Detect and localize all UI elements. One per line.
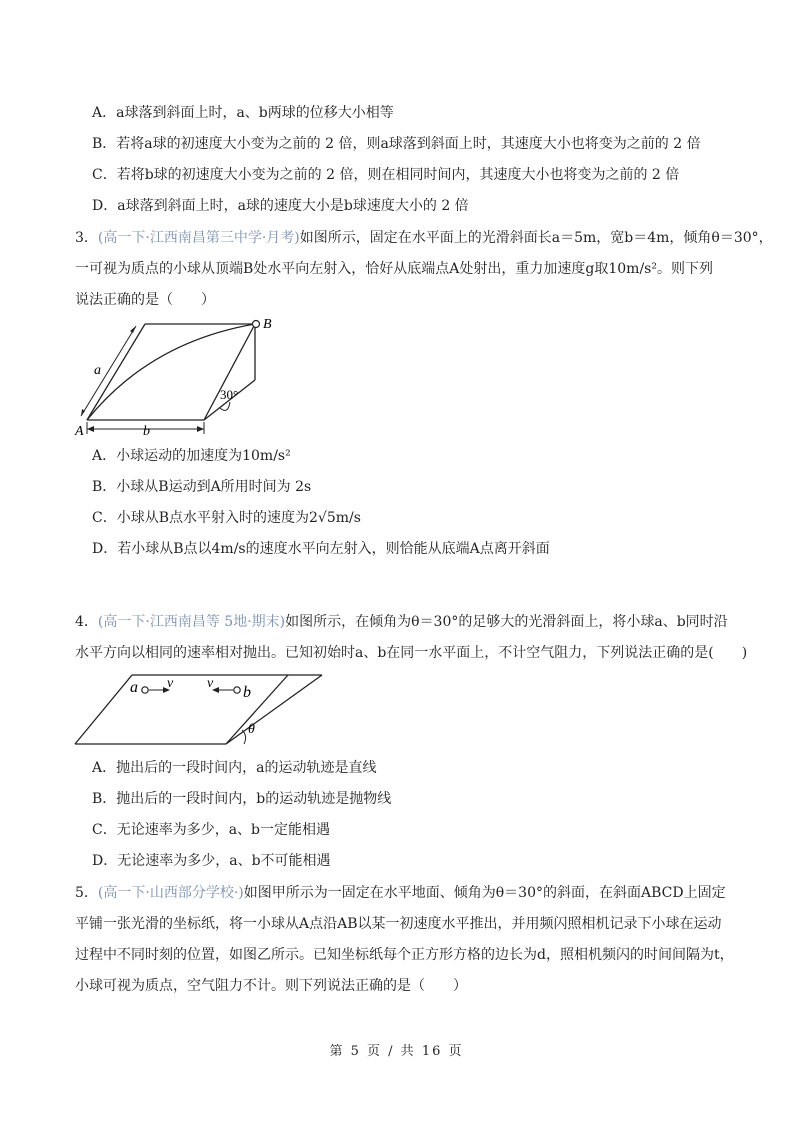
q3-stem-line1	[75, 228, 773, 248]
q3-text-1: 如图所示，固定在水平面上的光滑斜面长a＝5m，宽b＝4m，倾角θ＝30°，	[299, 230, 773, 246]
q2-option-d: D．a球落到斜面上时，a球的速度大小是b球速度大小的 2 倍	[92, 198, 469, 214]
q3-option-d: D．若小球从B点以4m/s的速度水平向左射入，则恰能从底端A点离开斜面	[92, 541, 550, 557]
q2-option-c: C．若将b球的初速度大小变为之前的 2 倍，则在相同时间内，其速度大小也将变为之前的 2 倍	[92, 167, 680, 183]
q5-number: 5．	[75, 885, 98, 901]
q3-stem-line2: 一可视为质点的小球从顶端B处水平向左射入，恰好从底端点A处射出，重力加速度g取10m/s²。则下列	[75, 261, 713, 277]
q4-label-v-b: v	[207, 676, 214, 691]
q3-label-a-point: A	[75, 424, 84, 439]
q5-source: (高一下·山西部分学校·)	[97, 885, 244, 901]
q4-incline-figure	[70, 670, 330, 752]
q3-option-c: C．小球从B点水平射入时的速度为2√5m/s	[92, 510, 361, 526]
q3-label-a-length: a	[94, 363, 101, 378]
q4-label-theta: θ	[248, 722, 255, 737]
q2-option-b: B．若将a球的初速度大小变为之前的 2 倍，则a球落到斜面上时，其速度大小也将变为之前的 2 倍	[92, 136, 701, 152]
q3-stem-line3: 说法正确的是（ ）	[75, 292, 215, 308]
q4-stem-line1	[75, 612, 728, 632]
q4-number: 4．	[75, 614, 98, 630]
q3-option-a: A．小球运动的加速度为10m/s²	[92, 448, 291, 464]
q2-option-a: A．a球落到斜面上时，a、b两球的位移大小相等	[92, 105, 394, 121]
q3-label-b-point: B	[263, 317, 272, 332]
q5-stem-line1	[75, 883, 726, 903]
q3-option-b: B．小球从B运动到A所用时间为 2s	[92, 479, 312, 495]
q3-incline-figure	[70, 312, 280, 442]
q4-text-1: 如图所示，在倾角为θ＝30°的足够大的光滑斜面上，将小球a、b同时沿	[285, 614, 728, 630]
q4-source: (高一下·江西南昌等 5地·期末)	[97, 614, 286, 630]
q4-option-c: C．无论速率为多少，a、b一定能相遇	[92, 822, 331, 838]
q5-stem-line4: 小球可视为质点，空气阻力不计。则下列说法正确的是（ ）	[75, 978, 467, 994]
q3-source: (高一下·江西南昌第三中学·月考)	[97, 230, 300, 246]
q4-option-a: A．抛出后的一段时间内，a的运动轨迹是直线	[92, 760, 377, 776]
q4-stem-line2: 水平方向以相同的速率相对抛出。已知初始时a、b在同一水平面上，不计空气阻力，下列说法正确的是( )	[75, 645, 748, 661]
q4-label-v-a: v	[167, 676, 174, 691]
q3-label-b-width: b	[143, 424, 150, 439]
q3-label-angle: 30°	[220, 387, 239, 402]
q4-option-b: B．抛出后的一段时间内，b的运动轨迹是抛物线	[92, 791, 392, 807]
q5-text-1: 如图甲所示为一固定在水平地面、倾角为θ＝30°的斜面，在斜面ABCD上固定	[243, 885, 726, 901]
q4-label-b: b	[243, 684, 251, 701]
q4-label-a: a	[130, 679, 138, 696]
q5-stem-line3: 过程中不同时刻的位置，如图乙所示。已知坐标纸每个正方形方格的边长为d，照相机频闪的时间间隔为t，	[75, 947, 734, 963]
q5-stem-line2: 平铺一张光滑的坐标纸，将一小球从A点沿AB以某一初速度水平推出，并用频闪照相机记录下小球在运动	[75, 916, 722, 932]
page-footer: 第 5 页 / 共 16 页	[329, 1044, 464, 1059]
q4-option-d: D．无论速率为多少，a、b不可能相遇	[92, 853, 331, 869]
q3-number: 3．	[75, 230, 98, 246]
